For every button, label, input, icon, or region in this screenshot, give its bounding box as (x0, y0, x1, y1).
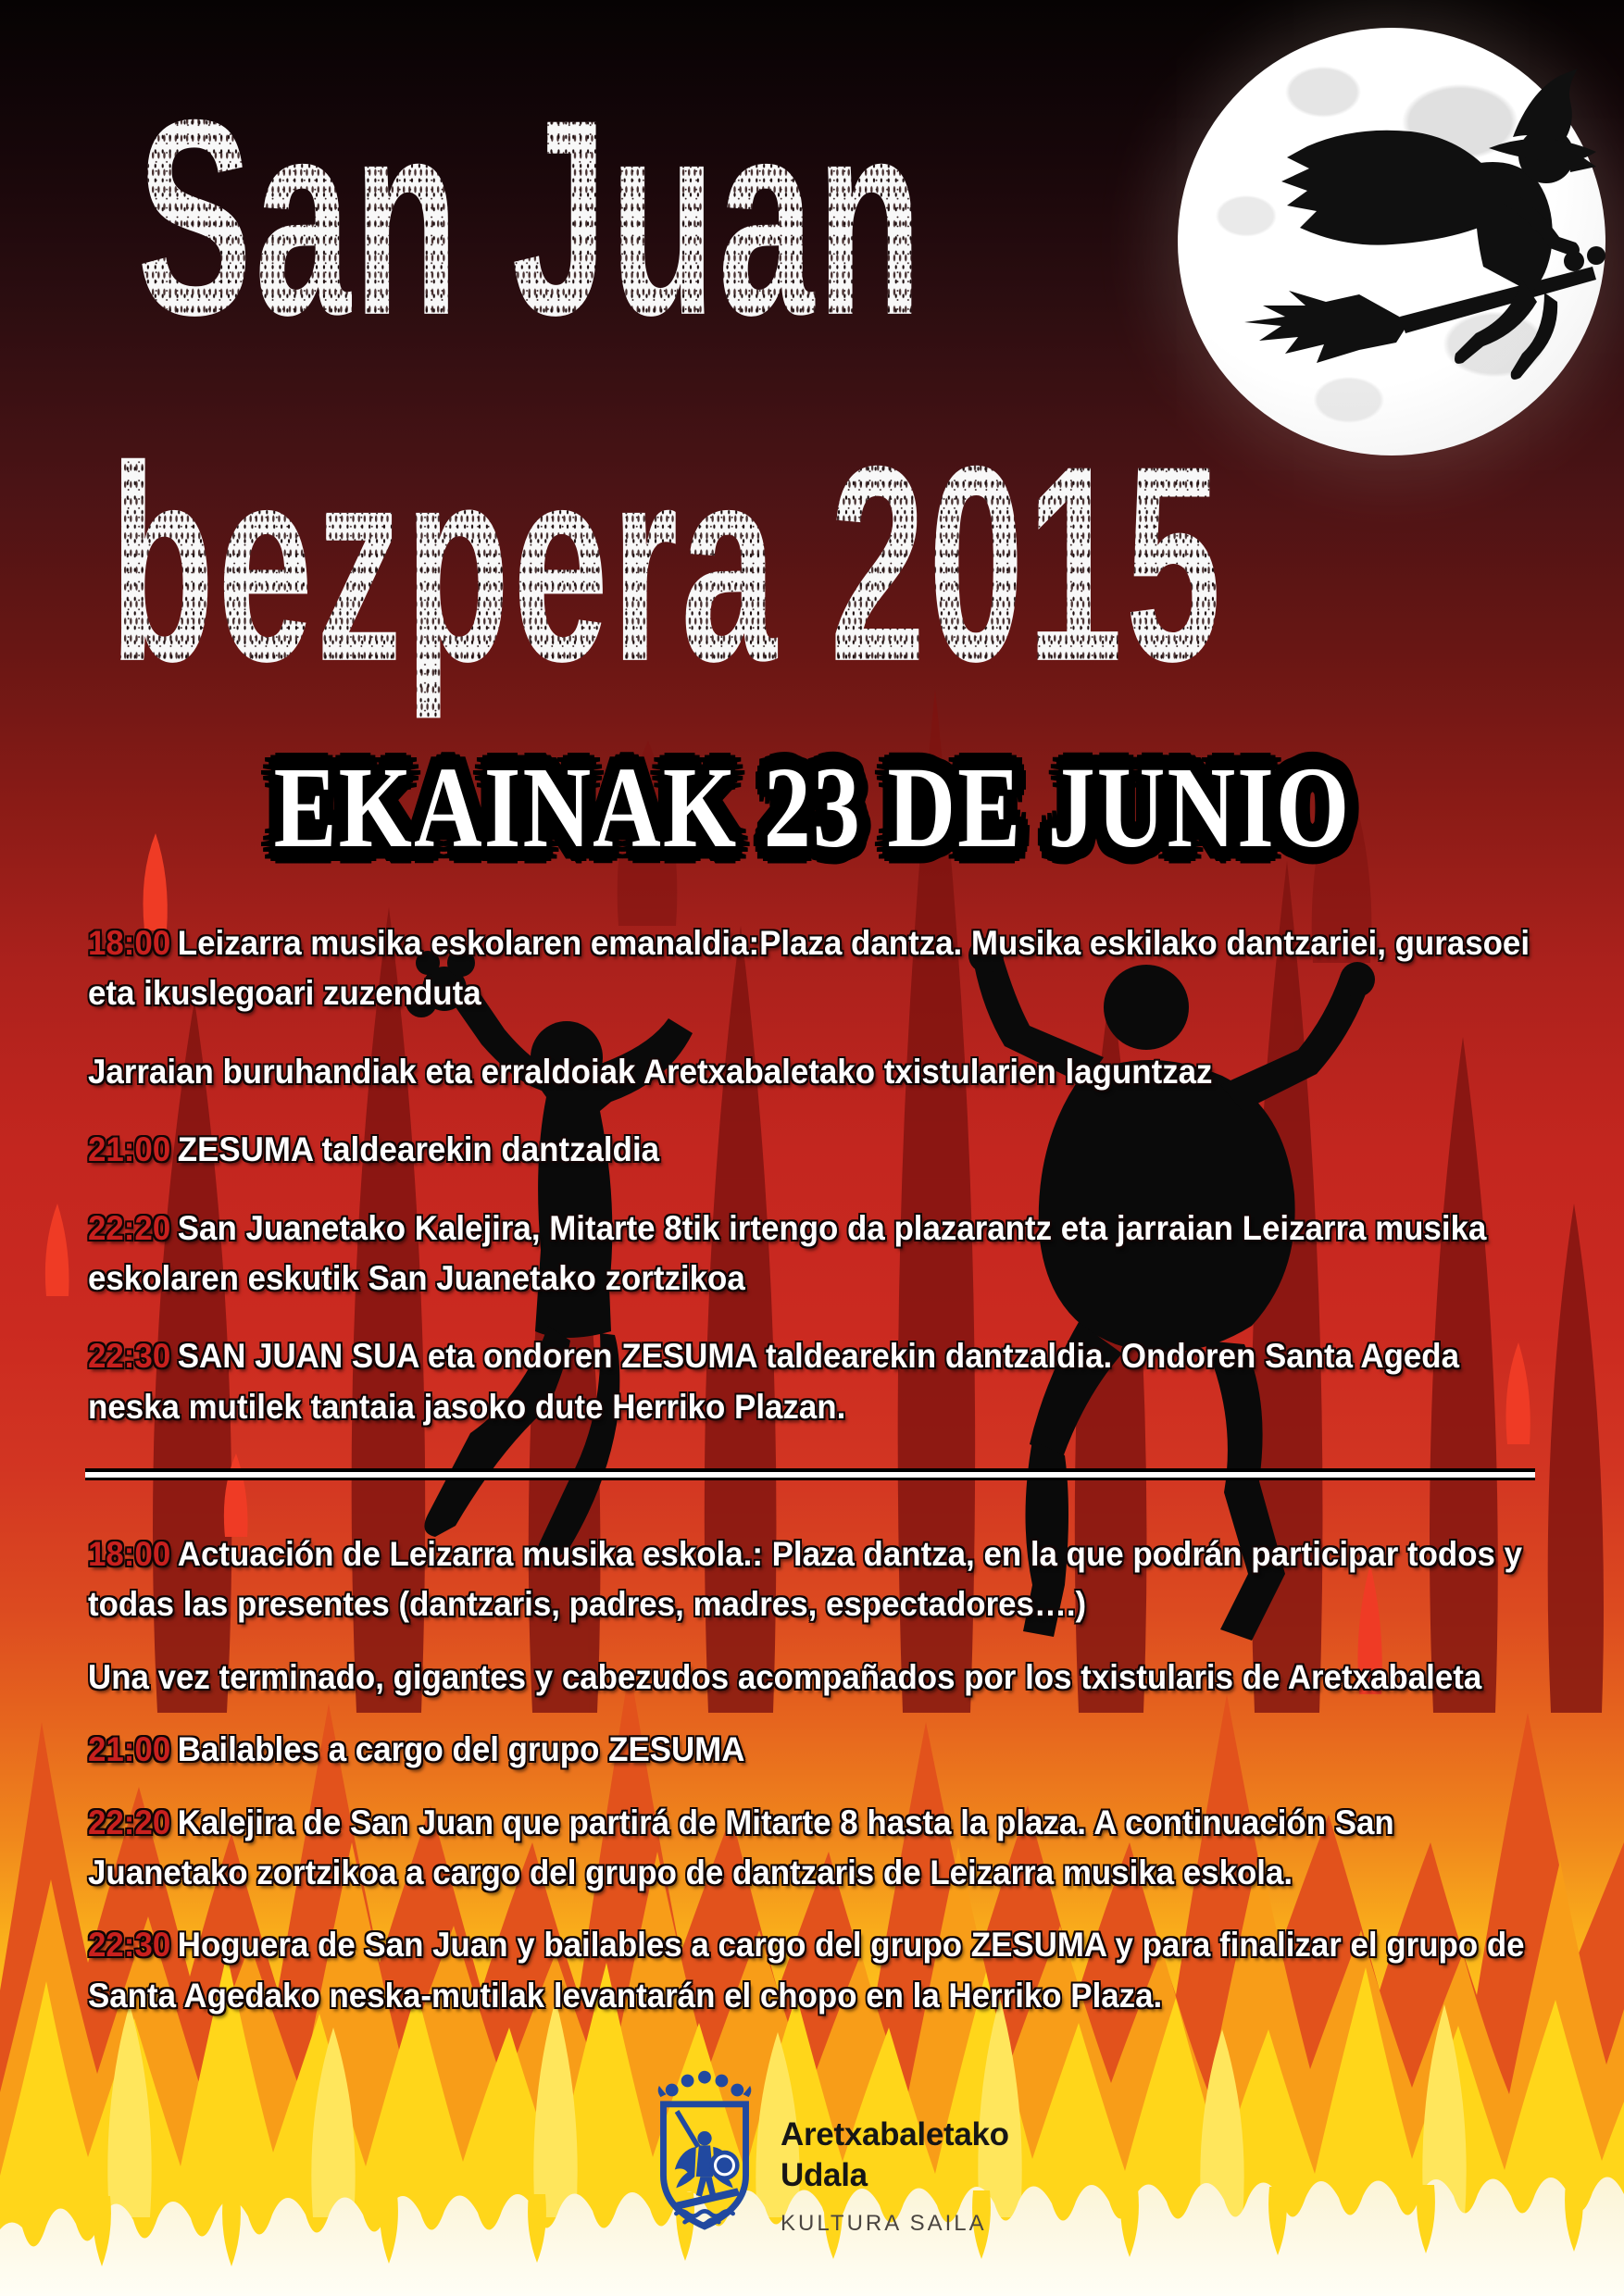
time-label: 21:00 (88, 1130, 171, 1169)
event-text: ZESUMA taldearekin dantzaldia (177, 1130, 660, 1169)
event-text: San Juanetako Kalejira, Mitarte 8tik irtengo da plazarantz eta jarraian Leizarra musika eskolaren eskutik San Juanetako zortzikoa (88, 1208, 1487, 1297)
schedule-item (88, 1725, 1537, 1775)
time-label: 22:30 (88, 1337, 171, 1376)
schedule-item (88, 918, 1537, 1019)
section-divider (85, 1468, 1535, 1480)
footer (643, 2070, 1292, 2274)
org-name-line2: Udala (781, 2157, 868, 2193)
time-label: 18:00 (88, 924, 171, 962)
event-text: Actuación de Leizarra musika eskola.: Plaza dantza, en la que podrán participar todos y todas las presentes (dantzaris, padres, madres, espectadores….) (88, 1535, 1523, 1624)
event-text: Bailables a cargo del grupo ZESUMA (177, 1730, 745, 1769)
time-label: 21:00 (88, 1730, 171, 1769)
witch-on-broom-icon (1178, 28, 1605, 455)
schedule-item (88, 1047, 1537, 1097)
schedule-item (88, 1529, 1537, 1630)
time-label: 22:30 (88, 1926, 171, 1965)
schedule-basque (88, 918, 1537, 1460)
schedule-item (88, 1204, 1537, 1304)
event-text: SAN JUAN SUA eta ondoren ZESUMA taldearekin dantzaldia. Ondoren Santa Ageda neska mutilek tantaia jasoko dute Herriko Plazan. (88, 1337, 1460, 1426)
town-crest-icon (643, 2070, 766, 2255)
event-text: Jarraian buruhandiak eta erraldoiak Aretxabaletako txistularien laguntzaz (88, 1052, 1213, 1091)
time-label: 22:20 (88, 1208, 171, 1247)
org-name (781, 2115, 1009, 2196)
event-text: Hoguera de San Juan y bailables a cargo del grupo ZESUMA y para finalizar el grupo de Santa Agedako neska-mutilak levantarán el chopo en la Herriko Plaza. (88, 1926, 1525, 2015)
dept-name: KULTURA SAILA (781, 2211, 987, 2236)
schedule-item (88, 1125, 1537, 1175)
schedule-item (88, 1653, 1537, 1703)
schedule-item (88, 1798, 1537, 1899)
poster-title-line2: bezpera 2015 (109, 404, 1224, 724)
date-banner-text: EKAINAK 23 DE JUNIO (273, 742, 1351, 872)
schedule-item (88, 1331, 1537, 1432)
full-moon-icon (1178, 28, 1605, 455)
org-name-line1: Aretxabaletako (781, 2116, 1009, 2152)
event-text: Kalejira de San Juan que partirá de Mitarte 8 hasta la plaza. A continuación San Juanetako zortzikoa a cargo del grupo de dantzaris de Leizarra musika eskola. (88, 1803, 1394, 1891)
event-text: Una vez terminado, gigantes y cabezudos acompañados por los txistularis de Aretxabaleta (88, 1657, 1482, 1696)
event-text: Leizarra musika eskolaren emanaldia:Plaza dantza. Musika eskilako dantzariei, gurasoei eta ikuslegoari zuzenduta (88, 924, 1530, 1013)
time-label: 22:20 (88, 1803, 171, 1841)
time-label: 18:00 (88, 1535, 171, 1573)
schedule-item (88, 1920, 1537, 2021)
date-banner (0, 741, 1624, 872)
poster-title-line1: San Juan (137, 57, 925, 378)
schedule-spanish (88, 1529, 1537, 2043)
